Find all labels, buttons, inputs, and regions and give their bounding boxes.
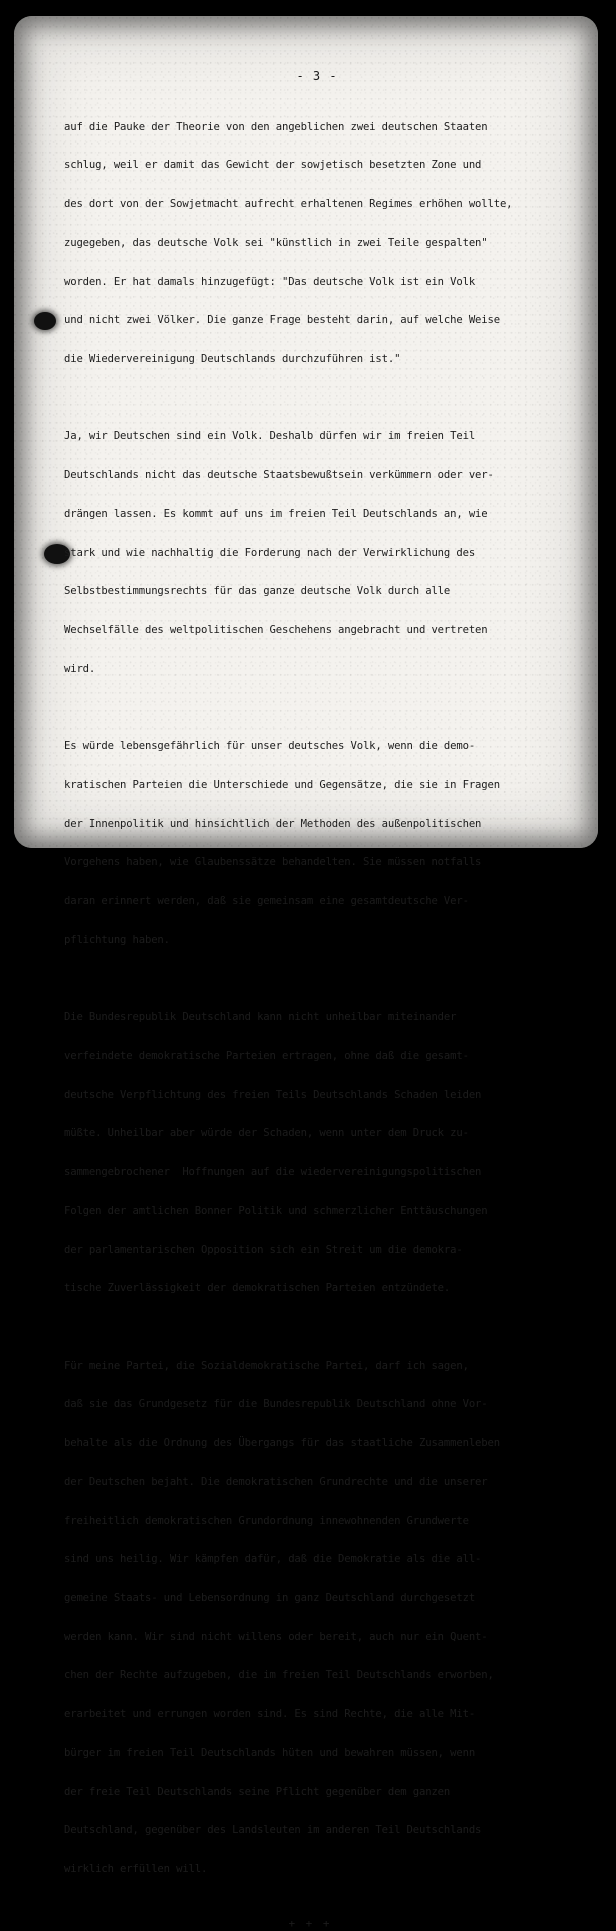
text-line: stark und wie nachhaltig die Forderung nach der Verwirklichung des [64,546,476,559]
text-line: werden kann. Wir sind nicht willens oder bereit, auch nur ein Quent- [64,1630,488,1643]
paragraph-5 [64,1334,564,1902]
text-line: Für meine Partei, die Sozialdemokratische Partei, darf ich sagen, [64,1359,469,1372]
text-line: freiheitlich demokratischen Grundordnung innewohnenden Grundwerte [64,1514,469,1527]
text-line: bürger im freien Teil Deutschlands hüten und bewahren müssen, wenn [64,1746,476,1759]
text-line: tische Zuverlässigkeit der demokratischen Parteien entzündete. [64,1282,451,1295]
text-line: schlug, weil er damit das Gewicht der sowjetisch besetzten Zone und [64,159,482,172]
text-line: der parlamentarischen Opposition sich ein Streit um die demokra- [64,1243,463,1256]
text-line: Folgen der amtlichen Bonner Politik und schmerzlicher Enttäuschungen [64,1204,488,1217]
text-line: wirklich erfüllen will. [64,1863,208,1875]
text-line: sammengebrochener Hoffnungen auf die wiedervereinigungspolitischen [64,1166,482,1179]
text-line: auf die Pauke der Theorie von den angeblichen zwei deutschen Staaten [64,120,488,133]
text-line: Wechselfälle des weltpolitischen Geschehens angebracht und vertreten [64,624,488,637]
text-line: drängen lassen. Es kommt auf uns im freien Teil Deutschlands an, wie [64,507,488,520]
text-line: wird. [64,662,96,675]
text-line: Deutschland, gegenüber des Landsleuten im anderen Teil Deutschlands [64,1824,482,1837]
text-line: daß sie das Grundgesetz für die Bundesrepublik Deutschland ohne Vor- [64,1398,488,1411]
text-line: behalte als die Ordnung des Übergangs für das staatliche Zusammenleben [64,1437,500,1450]
paragraph-1 [64,95,564,392]
text-line: chen der Rechte aufzugeben, die im freien Teil Deutschlands erworben, [64,1669,494,1682]
document-body [64,70,564,1931]
page-number: - 3 - [296,69,338,83]
text-line: der Deutschen bejaht. Die demokratischen Grundrechte und die unserer [64,1475,488,1488]
text-line: Vorgehens haben, wie Glaubenssätze behandelten. Sie müssen notfalls [64,856,482,869]
text-line: kratischen Parteien die Unterschiede und Gegensätze, die sie in Fragen [64,778,500,791]
text-line: worden. Er hat damals hinzugefügt: "Das deutsche Volk ist ein Volk [64,275,476,288]
text-line: die Wiedervereinigung Deutschlands durchzuführen ist." [64,353,401,366]
text-line: verfeindete demokratische Parteien ertragen, ohne daß die gesamt- [64,1049,469,1062]
text-line: erarbeitet und errungen worden sind. Es sind Rechte, die alle Mit- [64,1708,476,1721]
paragraph-4 [64,985,564,1321]
text-line: zugegeben, das deutsche Volk sei "künstlich in zwei Teile gespalten" [64,236,488,249]
paragraph-2 [64,405,564,702]
text-line: Ja, wir Deutschen sind ein Volk. Deshalb dürfen wir im freien Teil [64,430,476,443]
punch-hole [34,312,56,330]
text-line: des dort von der Sowjetmacht aufrecht erhaltenen Regimes erhöhen wollte, [64,198,513,211]
text-line: pflichtung haben. [64,933,170,946]
end-mark: + + + [288,1916,332,1930]
paragraph-3 [64,714,564,972]
text-line: daran erinnert werden, daß sie gemeinsam eine gesamtdeutsche Ver- [64,895,469,908]
text-line: der freie Teil Deutschlands seine Pflicht gegenüber dem ganzen [64,1785,451,1798]
text-line: sind uns heilig. Wir kämpfen dafür, daß die Demokratie als die all- [64,1553,482,1566]
text-line: deutsche Verpflichtung des freien Teils Deutschlands Schaden leiden [64,1088,482,1101]
text-line: der Innenpolitik und hinsichtlich der Methoden des außenpolitischen [64,817,482,830]
text-line: Die Bundesrepublik Deutschland kann nicht unheilbar miteinander [64,1011,457,1024]
text-line: gemeine Staats- und Lebensordnung in ganz Deutschland durchgesetzt [64,1591,476,1604]
text-line: Deutschlands nicht das deutsche Staatsbewußtsein verkümmern oder ver- [64,469,494,482]
text-line: müßte. Unheilbar aber würde der Schaden, wenn unter dem Druck zu- [64,1127,469,1140]
text-line: Es würde lebensgefährlich für unser deutsches Volk, wenn die demo- [64,740,476,753]
text-line: und nicht zwei Völker. Die ganze Frage besteht darin, auf welche Weise [64,314,500,327]
text-line: Selbstbestimmungsrechts für das ganze deutsche Volk durch alle [64,585,451,598]
